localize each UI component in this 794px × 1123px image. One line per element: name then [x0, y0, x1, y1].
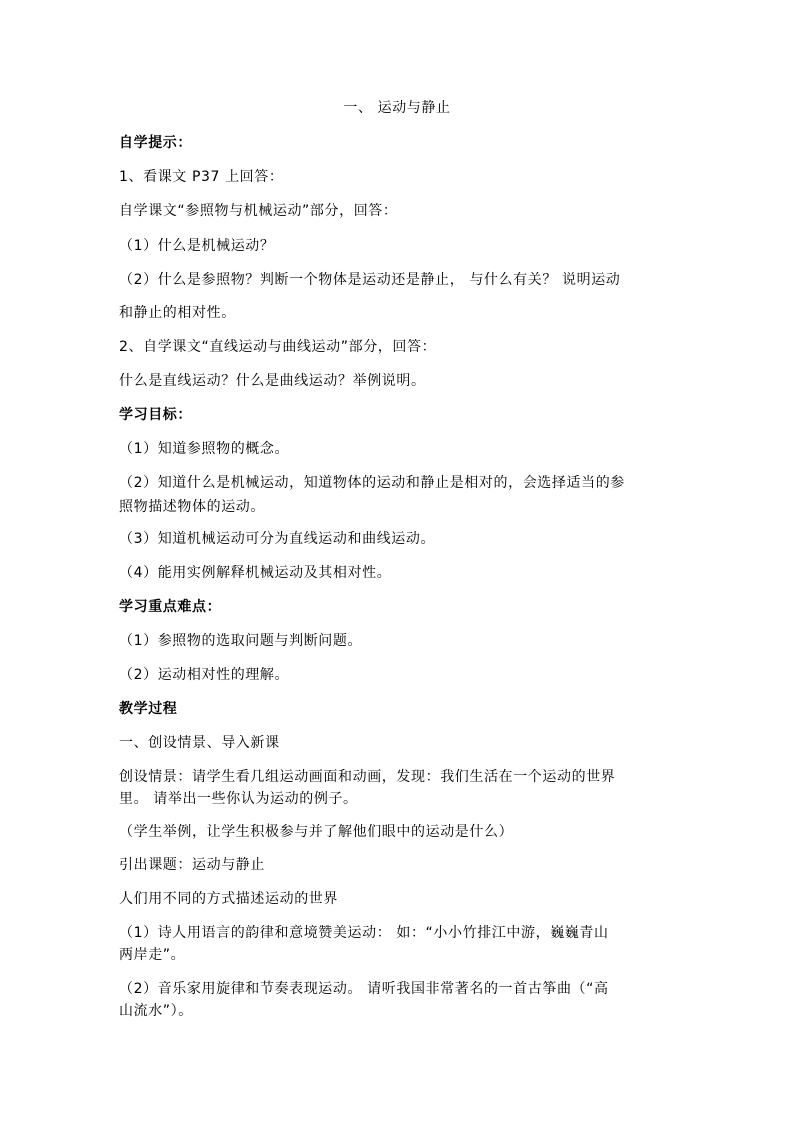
- self-study-item-2: 2、自学课文“直线运动与曲线运动”部分，回答：: [119, 339, 437, 355]
- process-paragraph-2: （学生举例，让学生积极参与并了解他们眼中的运动是什么）: [119, 824, 514, 840]
- process-paragraph-6-line-1: （2）音乐家用旋律和节奏表现运动。 请听我国非常著名的一首古筝曲（“高: [119, 981, 609, 997]
- self-study-item-2-question: 什么是直线运动？什么是曲线运动？举例说明。: [119, 373, 426, 389]
- process-section-1: 一、创设情景、导入新课: [119, 735, 280, 751]
- key-point-2: （2）运动相对性的理解。: [119, 667, 290, 683]
- key-point-1: （1）参照物的选取问题与判断问题。: [119, 633, 363, 649]
- process-paragraph-5-line-2: 两岸走”。: [119, 947, 186, 963]
- process-paragraph-4: 人们用不同的方式描述运动的世界: [119, 891, 338, 907]
- page-title: 一、 运动与静止: [343, 100, 451, 116]
- key-points-heading: 学习重点难点：: [119, 599, 222, 615]
- process-paragraph-1-line-2: 里。 请举出一些你认为运动的例子。: [119, 791, 358, 807]
- process-paragraph-1-line-1: 创设情景：请学生看几组运动画面和动画，发现：我们生活在一个运动的世界: [119, 769, 616, 785]
- question-1: （1）什么是机械运动？: [119, 238, 275, 254]
- goal-2-line-1: （2）知道什么是机械运动，知道物体的运动和静止是相对的，会选择适当的参: [119, 475, 625, 491]
- process-paragraph-6-line-2: 山流水”）。: [119, 1003, 193, 1019]
- goal-3: （3）知道机械运动可分为直线运动和曲线运动。: [119, 531, 436, 547]
- goal-4: （4）能用实例解释机械运动及其相对性。: [119, 565, 392, 581]
- goal-1: （1）知道参照物的概念。: [119, 441, 290, 457]
- self-study-heading: 自学提示：: [119, 135, 192, 151]
- goals-heading: 学习目标：: [119, 407, 192, 423]
- goal-2-line-2: 照物描述物体的运动。: [119, 499, 265, 515]
- question-2-line-2: 和静止的相对性。: [119, 305, 236, 321]
- process-heading: 教学过程: [119, 701, 178, 717]
- process-paragraph-3: 引出课题：运动与静止: [119, 857, 265, 873]
- self-study-item-1-sub: 自学课文“参照物与机械运动”部分，回答：: [119, 203, 398, 219]
- self-study-item-1: 1、看课文 P37 上回答：: [119, 169, 284, 185]
- question-2-line-1: （2）什么是参照物？判断一个物体是运动还是静止， 与什么有关？ 说明运动: [119, 272, 621, 288]
- process-paragraph-5-line-1: （1）诗人用语言的韵律和意境赞美运动： 如：“小小竹排江中游，巍巍青山: [119, 925, 609, 941]
